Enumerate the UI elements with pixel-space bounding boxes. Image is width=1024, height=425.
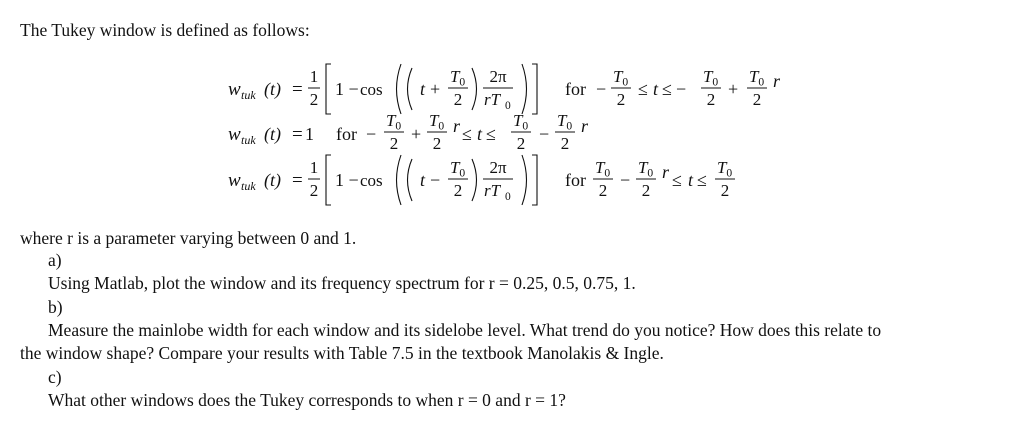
left-paren xyxy=(408,68,413,110)
symbol-T: T xyxy=(450,158,460,177)
eq-text-18: + xyxy=(728,79,739,99)
eq-text-19: 2 xyxy=(752,90,762,109)
eq-text-46: 2 xyxy=(598,181,608,200)
eq-text-37: 1 − xyxy=(335,170,359,190)
eq-text-47: − xyxy=(620,170,631,190)
symbol-T: T xyxy=(638,158,648,177)
eq-text-23: − xyxy=(366,124,377,144)
eq-text-41: 2 xyxy=(453,181,463,200)
symbol-T-sub0: 0 xyxy=(459,75,466,89)
eq-text-10: for xyxy=(565,79,586,99)
left-bracket xyxy=(326,64,331,114)
w-argument: (t) xyxy=(264,170,281,190)
w-subscript: tuk xyxy=(241,133,256,147)
symbol-T: T xyxy=(429,111,439,130)
part-c-text: What other windows does the Tukey corresponds to when r = 0 and r = 1? xyxy=(48,390,566,410)
eq-text-34: r xyxy=(581,116,589,136)
symbol-T-sub0: 0 xyxy=(522,119,529,133)
eq-text-24: 2 xyxy=(389,134,399,153)
left-paren xyxy=(397,155,402,205)
eq-text-44: 0 xyxy=(505,191,511,203)
eq-text-22: for xyxy=(336,124,357,144)
eq-text-32: − xyxy=(539,124,550,144)
symbol-T-sub0: 0 xyxy=(726,166,733,180)
eq-text-6: 2 xyxy=(453,90,463,109)
eq-text-45: for xyxy=(565,170,586,190)
eq-text-13: ≤ xyxy=(638,79,648,99)
eq-text-51: t xyxy=(688,170,694,190)
symbol-T-sub0: 0 xyxy=(566,119,573,133)
symbol-T: T xyxy=(450,67,460,86)
intro-text: The Tukey window is defined as follows: xyxy=(20,20,310,40)
symbol-T: T xyxy=(703,67,713,86)
eq-text-39: t xyxy=(420,170,426,190)
right-bracket xyxy=(532,155,537,205)
symbol-T-sub0: 0 xyxy=(758,75,765,89)
eq-text-36: 2 xyxy=(309,181,319,200)
eq-text-29: t xyxy=(477,124,483,144)
eq-text-27: r xyxy=(453,116,461,136)
w-symbol: w xyxy=(228,124,241,145)
eq-text-15: ≤ xyxy=(662,79,672,99)
symbol-T: T xyxy=(749,67,759,86)
symbol-T: T xyxy=(717,158,727,177)
right-paren xyxy=(472,159,477,201)
w-subscript: tuk xyxy=(241,179,256,193)
w-subscript: tuk xyxy=(241,88,256,102)
eq-text-16: − xyxy=(676,79,687,99)
w-argument: (t) xyxy=(264,79,281,99)
where-text: where r is a parameter varying between 0 and 1. xyxy=(20,228,357,248)
eq-text-40: − xyxy=(430,170,441,190)
left-bracket xyxy=(326,155,331,205)
eq-text-2: 1 − xyxy=(335,79,359,99)
eq-text-52: ≤ xyxy=(697,170,707,190)
symbol-T: T xyxy=(595,158,605,177)
equals-sign: = xyxy=(292,79,303,100)
equals-sign: = xyxy=(292,170,303,191)
eq-text-42: 2π xyxy=(489,158,507,177)
part-b-text-2: the window shape? Compare your results with Table 7.5 in the textbook Manolakis & Ingle. xyxy=(20,343,664,363)
right-paren xyxy=(522,155,527,205)
eq-text-21: 1 xyxy=(305,124,314,144)
symbol-T: T xyxy=(386,111,396,130)
part-a-label: a) xyxy=(48,250,62,270)
symbol-T-sub0: 0 xyxy=(604,166,611,180)
eq-text-11: − xyxy=(596,79,607,99)
eq-text-9: 0 xyxy=(505,100,511,112)
symbol-T-sub0: 0 xyxy=(395,119,402,133)
part-c-label: c) xyxy=(48,367,62,387)
symbol-T-sub0: 0 xyxy=(459,166,466,180)
left-paren xyxy=(397,64,402,114)
eq-text-30: ≤ xyxy=(486,124,496,144)
eq-text-5: + xyxy=(430,79,441,99)
symbol-T: T xyxy=(513,111,523,130)
part-b-text-1: Measure the mainlobe width for each window and its sidelobe level. What trend do you notice? How does this relate to xyxy=(48,320,882,340)
right-paren xyxy=(472,68,477,110)
eq-text-50: ≤ xyxy=(672,170,682,190)
symbol-T-sub0: 0 xyxy=(438,119,445,133)
eq-text-8: rT xyxy=(484,90,501,109)
symbol-T-sub0: 0 xyxy=(647,166,654,180)
eq-text-48: 2 xyxy=(641,181,651,200)
part-a-text: Using Matlab, plot the window and its frequency spectrum for r = 0.25, 0.5, 0.75, 1. xyxy=(48,273,636,293)
eq-text-28: ≤ xyxy=(462,124,472,144)
w-symbol: w xyxy=(228,170,241,191)
eq-text-17: 2 xyxy=(706,90,716,109)
symbol-T-sub0: 0 xyxy=(712,75,719,89)
w-argument: (t) xyxy=(264,124,281,144)
right-bracket xyxy=(532,64,537,114)
eq-text-38: cos xyxy=(360,171,383,190)
eq-text-4: t xyxy=(420,79,426,99)
left-paren xyxy=(408,159,413,201)
eq-text-31: 2 xyxy=(516,134,526,153)
eq-text-3: cos xyxy=(360,80,383,99)
eq-text-1: 2 xyxy=(309,90,319,109)
eq-text-49: r xyxy=(662,162,670,182)
eq-text-7: 2π xyxy=(489,67,507,86)
eq-text-35: 1 xyxy=(309,158,319,177)
eq-text-0: 1 xyxy=(309,67,319,86)
part-b-label: b) xyxy=(48,297,63,317)
eq-text-53: 2 xyxy=(720,181,730,200)
eq-text-26: 2 xyxy=(432,134,442,153)
symbol-T-sub0: 0 xyxy=(622,75,629,89)
eq-text-25: + xyxy=(411,124,422,144)
symbol-T: T xyxy=(557,111,567,130)
eq-text-33: 2 xyxy=(560,134,570,153)
eq-text-20: r xyxy=(773,71,781,91)
w-symbol: w xyxy=(228,79,241,100)
eq-text-14: t xyxy=(653,79,659,99)
eq-text-43: rT xyxy=(484,181,501,200)
equals-sign: = xyxy=(292,124,303,145)
symbol-T: T xyxy=(613,67,623,86)
right-paren xyxy=(522,64,527,114)
eq-text-12: 2 xyxy=(616,90,626,109)
